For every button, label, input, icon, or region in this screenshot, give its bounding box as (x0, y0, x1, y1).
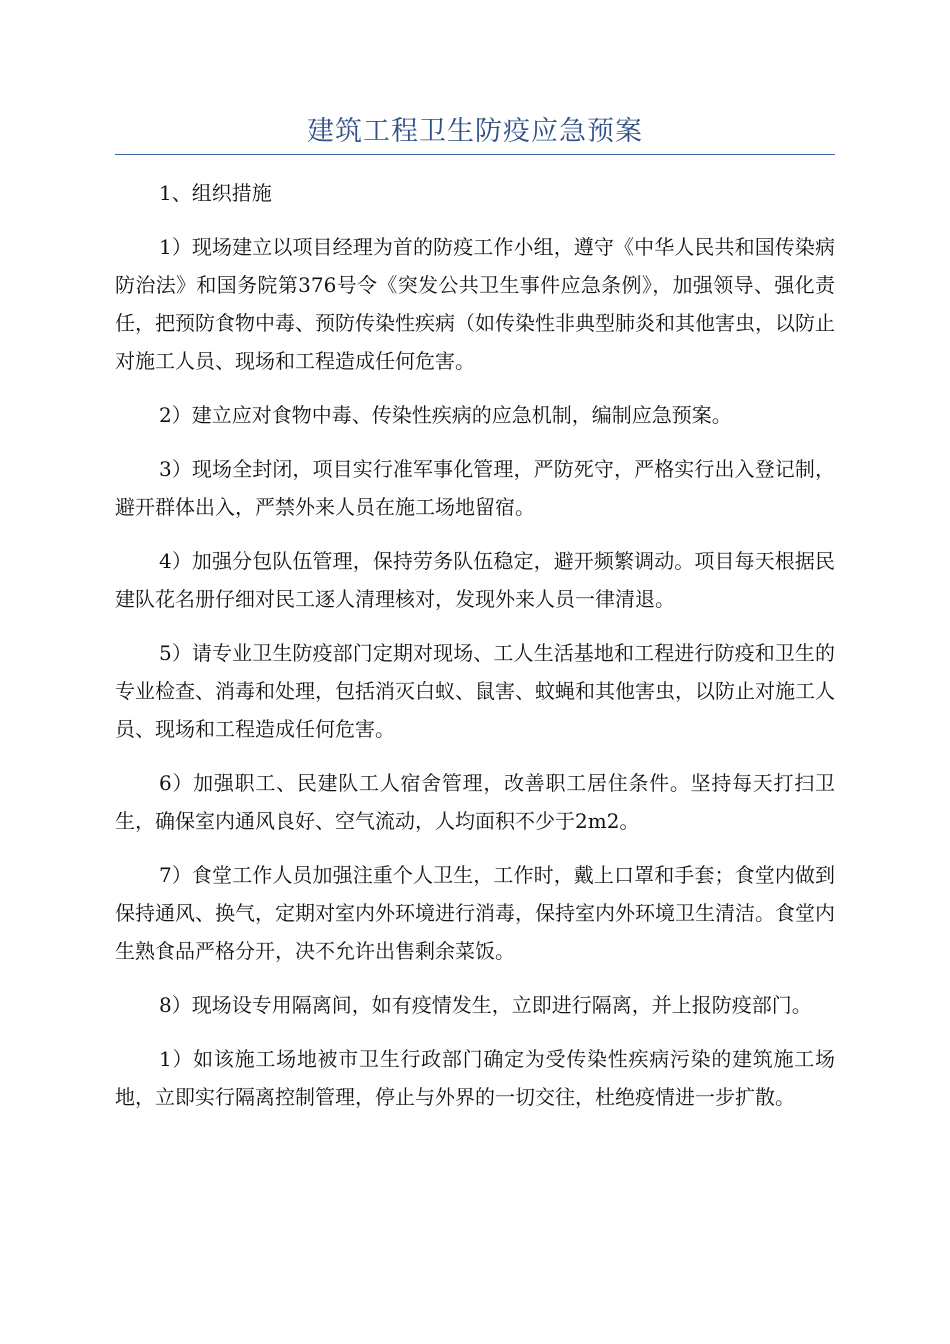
paragraph: 2）建立应对食物中毒、传染性疾病的应急机制，编制应急预案。 (159, 403, 732, 427)
paragraph: 1）如该施工场地被市卫生行政部门确定为受传染性疾病污染的建筑施工场地，立即实行隔离控制管理，停止与外界的一切交往，杜绝疫情进一步扩散。 (115, 1047, 835, 1109)
paragraph-section-heading: 1、组织措施 (159, 181, 272, 205)
paragraph: 5）请专业卫生防疫部门定期对现场、工人生活基地和工程进行防疫和卫生的专业检查、消毒和处理，包括消灭白蚁、鼠害、蚊蝇和其他害虫，以防止对施工人员、现场和工程造成任何危害。 (115, 641, 835, 741)
paragraph: 7）食堂工作人员加强注重个人卫生，工作时，戴上口罩和手套；食堂内做到保持通风、换气，定期对室内外环境进行消毒，保持室内外环境卫生清洁。食堂内生熟食品严格分开，决不允许出售剩余菜饭。 (115, 863, 835, 963)
paragraph: 3）现场全封闭，项目实行准军事化管理，严防死守，严格实行出入登记制，避开群体出入，严禁外来人员在施工场地留宿。 (115, 457, 835, 519)
title-underline (115, 154, 835, 155)
paragraph: 8）现场设专用隔离间，如有疫情发生，立即进行隔离，并上报防疫部门。 (159, 993, 812, 1017)
paragraph: 6）加强职工、民建队工人宿舍管理，改善职工居住条件。坚持每天打扫卫生，确保室内通风良好、空气流动，人均面积不少于2m2。 (115, 771, 835, 833)
document-title: 建筑工程卫生防疫应急预案 (307, 116, 643, 147)
paragraph: 4）加强分包队伍管理，保持劳务队伍稳定，避开频繁调动。项目每天根据民建队花名册仔细对民工逐人清理核对，发现外来人员一律清退。 (115, 549, 835, 611)
paragraph: 1）现场建立以项目经理为首的防疫工作小组，遵守《中华人民共和国传染病防治法》和国务院第376号令《突发公共卫生事件应急条例》，加强领导、强化责任，把预防食物中毒、预防传染性疾病（如传染性非典型肺炎和其他害虫，以防止对施工人员、现场和工程造成任何危害。 (115, 235, 835, 373)
document-body (115, 174, 835, 1132)
